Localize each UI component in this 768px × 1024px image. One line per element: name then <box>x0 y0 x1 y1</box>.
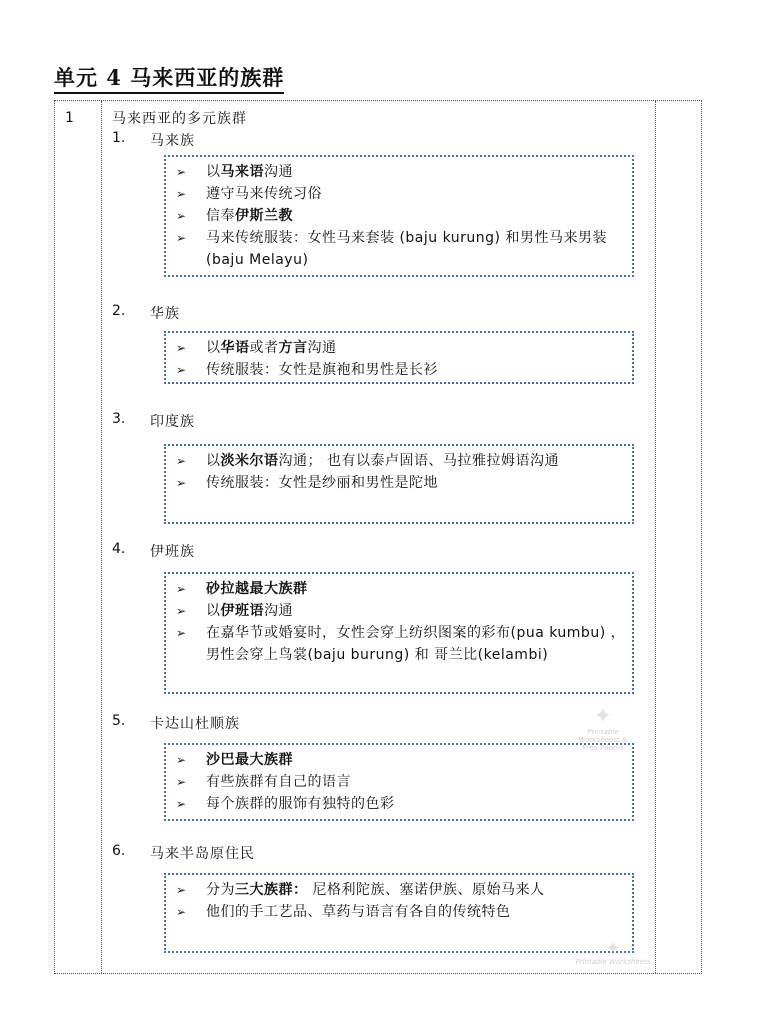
arrow-bullet-icon: ➢ <box>176 209 187 223</box>
group-number: 3. <box>112 411 126 427</box>
bullet-item <box>176 359 626 381</box>
bullet-item <box>176 183 626 205</box>
bold-text: 方言 <box>278 340 308 356</box>
text-segment: 他们的手工艺品、草药与语言有各自的传统特色 <box>206 904 511 920</box>
bullet-text <box>206 205 626 227</box>
arrow-bullet-icon: ➢ <box>176 797 187 811</box>
bullet-item <box>176 227 626 271</box>
bold-text: 三大族群： <box>235 882 308 898</box>
text-segment: 沟通； 也有以泰卢固语、马拉雅拉姆语沟通 <box>278 453 559 469</box>
text-segment: 遵守马来传统习俗 <box>206 186 322 202</box>
bullet-text <box>206 622 626 666</box>
bullet-item <box>176 879 626 901</box>
bullet-text <box>206 337 626 359</box>
star-icon: ✦ <box>593 704 613 729</box>
bullet-text <box>206 901 626 923</box>
text-segment: 传统服装：女性是旗袍和男性是长衫 <box>206 362 438 378</box>
bullet-text <box>206 771 626 793</box>
bullet-text <box>206 359 626 381</box>
bullet-item <box>176 205 626 227</box>
group-box <box>164 743 634 821</box>
row-number: 1 <box>65 110 74 126</box>
arrow-bullet-icon: ➢ <box>176 582 187 596</box>
star-icon: ✦ <box>605 938 621 959</box>
arrow-bullet-icon: ➢ <box>176 454 187 468</box>
bullet-item <box>176 901 626 923</box>
text-segment: 沟通 <box>264 603 293 619</box>
arrow-bullet-icon: ➢ <box>176 775 187 789</box>
group-box <box>164 331 634 384</box>
group-name: 华族 <box>150 306 180 322</box>
bold-text: 华语 <box>220 340 250 356</box>
table-column-divider <box>655 101 656 973</box>
text-segment: 马来传统服装：女性马来套装 (baju kurung) 和男性马来男装 (baju Melayu) <box>206 230 607 268</box>
text-segment: 每个族群的服饰有独特的色彩 <box>206 796 395 812</box>
bullet-text <box>206 879 626 901</box>
group-name: 马来半岛原住民 <box>150 846 255 862</box>
bullet-item <box>176 578 626 600</box>
text-segment: 以 <box>206 164 221 180</box>
arrow-bullet-icon: ➢ <box>176 187 187 201</box>
page-title: 单元 4 马来西亚的族群 <box>54 64 284 94</box>
bullet-item <box>176 749 626 771</box>
group-number: 6. <box>112 843 126 859</box>
group-name: 马来族 <box>150 133 195 149</box>
bold-text: 马来语 <box>220 164 264 180</box>
group-number: 4. <box>112 541 126 557</box>
text-segment: 沟通 <box>264 164 293 180</box>
bold-text: 伊斯兰教 <box>235 208 293 224</box>
group-name: 伊班族 <box>150 544 195 560</box>
bullet-item <box>176 600 626 622</box>
bold-text: 砂拉越最大族群 <box>206 581 308 597</box>
arrow-bullet-icon: ➢ <box>176 883 187 897</box>
bold-text: 伊班语 <box>220 603 264 619</box>
bullet-item <box>176 793 626 815</box>
text-segment: 沟通 <box>307 340 337 356</box>
arrow-bullet-icon: ➢ <box>176 476 187 490</box>
text-segment: 以 <box>206 603 221 619</box>
bullet-text <box>206 450 626 472</box>
group-box <box>164 155 634 277</box>
bold-text: 沙巴最大族群 <box>206 752 293 768</box>
text-segment: 以 <box>206 340 221 356</box>
text-segment: 有些族群有自己的语言 <box>206 774 351 790</box>
watermark-text: Printable Worksheets & Free Papers <box>578 728 628 752</box>
arrow-bullet-icon: ➢ <box>176 905 187 919</box>
bullet-text <box>206 600 626 622</box>
table-column-divider <box>101 101 102 973</box>
watermark-text: Printable Worksheets <box>575 958 651 966</box>
bullet-text <box>206 227 626 271</box>
arrow-bullet-icon: ➢ <box>176 341 187 355</box>
arrow-bullet-icon: ➢ <box>176 231 187 245</box>
arrow-bullet-icon: ➢ <box>176 165 187 179</box>
bullet-item <box>176 472 626 494</box>
bold-text: 淡米尔语 <box>220 453 279 469</box>
bullet-item <box>176 337 626 359</box>
bullet-text <box>206 749 626 771</box>
bullet-item <box>176 450 626 472</box>
bullet-item <box>176 622 626 666</box>
text-segment: 以 <box>206 453 221 469</box>
text-segment: 传统服装：女性是纱丽和男性是陀地 <box>206 475 438 491</box>
bullet-text <box>206 161 626 183</box>
watermark-logo <box>572 940 654 966</box>
arrow-bullet-icon: ➢ <box>176 626 187 640</box>
bullet-text <box>206 472 626 494</box>
text-segment: 在嘉华节或婚宴时，女性会穿上纺织图案的彩布(pua kumbu) ，男性会穿上鸟裳(baju burung) 和 哥兰比(kelambi) <box>206 625 626 663</box>
bullet-text <box>206 183 626 205</box>
section-heading: 马来西亚的多元族群 <box>112 111 247 127</box>
text-segment: 尼格利陀族、塞诺伊族、原始马来人 <box>307 882 545 898</box>
group-number: 5. <box>112 713 126 729</box>
group-box <box>164 444 634 524</box>
bullet-text <box>206 793 626 815</box>
arrow-bullet-icon: ➢ <box>176 363 187 377</box>
group-number: 1. <box>112 130 126 146</box>
watermark-logo <box>572 706 634 752</box>
group-number: 2. <box>112 303 126 319</box>
arrow-bullet-icon: ➢ <box>176 753 187 767</box>
bullet-text <box>206 578 626 600</box>
bullet-item <box>176 161 626 183</box>
group-box <box>164 873 634 953</box>
group-name: 印度族 <box>150 414 195 430</box>
text-segment: 信奉 <box>206 208 235 224</box>
group-box <box>164 572 634 694</box>
group-name: 卡达山杜顺族 <box>150 716 240 732</box>
arrow-bullet-icon: ➢ <box>176 604 187 618</box>
text-segment: 或者 <box>249 340 279 356</box>
text-segment: 分为 <box>206 882 235 898</box>
bullet-item <box>176 771 626 793</box>
